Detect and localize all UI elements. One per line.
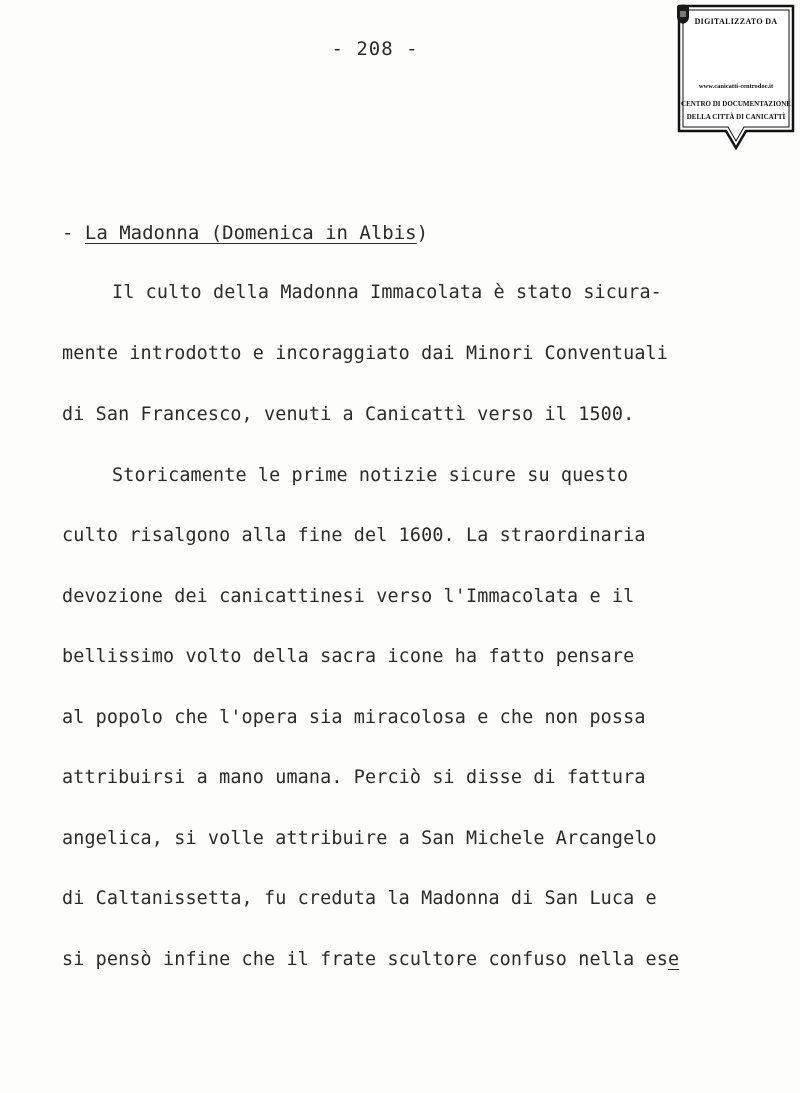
stamp-center-line-2: DELLA CITTÀ DI CANICATTÌ <box>686 113 786 121</box>
stamp-center-line-1: CENTRO DI DOCUMENTAZIONE <box>681 100 791 108</box>
stamp-top-text: DIGITALIZZATO DA <box>694 17 778 26</box>
heading-title: La Madonna (Domenica in Albis <box>84 222 417 244</box>
page-number: - 208 - <box>331 38 419 60</box>
heading-dash: - <box>62 222 85 244</box>
text-line: mente introdotto e incoraggiato dai Minori Conventuali <box>62 343 668 364</box>
text-line: attribuirsi a mano umana. Perciò si disse di fattura <box>62 767 646 788</box>
heading-close-paren: ) <box>416 222 429 244</box>
stamp-url-text: www.canicatti-centrodoc.it <box>698 83 774 90</box>
text-line: di San Francesco, venuti a Canicattì verso il 1500. <box>62 404 635 425</box>
shield-emblem-icon <box>676 3 690 25</box>
text-line: di Caltanissetta, fu creduta la Madonna di San Luca e <box>62 888 657 909</box>
text-line: Il culto della Madonna Immacolata è stato sicura- <box>112 282 662 303</box>
text-line: bellissimo volto della sacra icone ha fatto pensare <box>62 646 635 667</box>
text-line: culto risalgono alla fine del 1600. La straordinaria <box>62 525 646 546</box>
digitization-stamp <box>676 3 796 150</box>
section-heading <box>62 222 428 244</box>
text-line: Storicamente le prime notizie sicure su questo <box>112 465 629 486</box>
last-line-main: si pensò infine che il frate scultore confuso nella es <box>62 949 668 970</box>
text-line: devozione dei canicattinesi verso l'Immacolata e il <box>62 586 635 607</box>
text-line: angelica, si volle attribuire a San Michele Arcangelo <box>62 828 657 849</box>
text-line: al popolo che l'opera sia miracolosa e che non possa <box>62 707 646 728</box>
text-line-last <box>62 949 679 970</box>
last-line-tail: e <box>668 949 680 970</box>
